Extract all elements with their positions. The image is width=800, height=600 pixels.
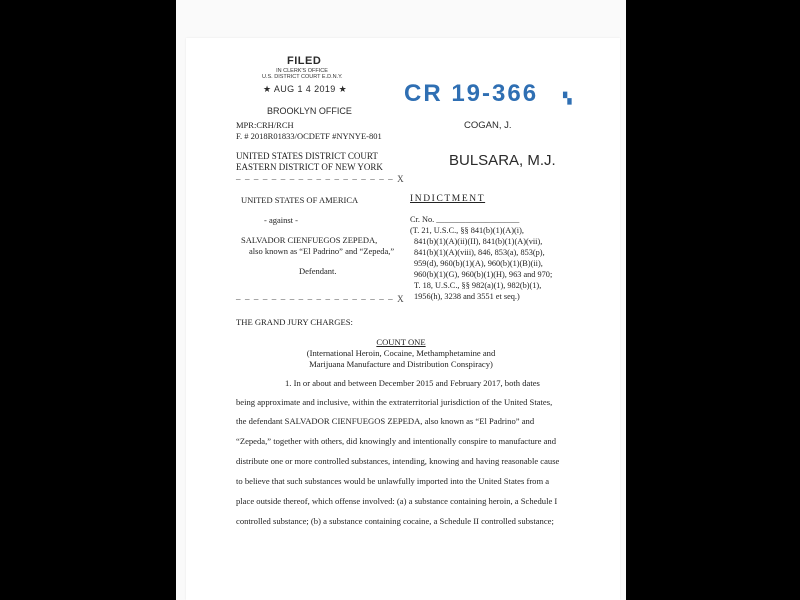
paragraph-line: “Zepeda,” together with others, did knowingly and intentionally conspire to manufacture and [236, 436, 557, 446]
paragraph-line: being approximate and inclusive, within the extraterritorial jurisdiction of the United States, [236, 397, 553, 407]
count-subtitle-line2: Marijuana Manufacture and Distribution Conspiracy) [309, 359, 493, 369]
statute-line: (T. 21, U.S.C., §§ 841(b)(1)(A)(i), [410, 226, 524, 235]
statute-line: 960(b)(1)(G), 960(b)(1)(H), 963 and 970; [414, 270, 553, 279]
paragraph-line: controlled substance; (b) a substance containing cocaine, a Schedule II controlled substance; [236, 516, 554, 526]
paragraph-line: distribute one or more controlled substances, intending, knowing and having reasonable cause [236, 456, 560, 466]
grand-jury-charges-heading: THE GRAND JURY CHARGES: [236, 317, 353, 327]
filed-stamp-date: ★ AUG 1 4 2019 ★ [263, 84, 348, 94]
statute-line: 959(d), 960(b)(1)(A), 960(b)(1)(B)(ii), [414, 259, 543, 268]
filed-stamp-clerk-line1: IN CLERK'S OFFICE [276, 68, 328, 74]
count-title: COUNT ONE [376, 337, 426, 347]
case-number-stamp: CR 19-366 [404, 80, 539, 107]
count-subtitle-line1: (International Heroin, Cocaine, Methamphetamine and [306, 348, 496, 358]
attorney-initials: MPR:CRH/RCH [236, 120, 294, 130]
stamp-mark-icon: ▚ [563, 93, 572, 105]
caption-top-rule: – – – – – – – – – – – – – – – – – – X [236, 174, 405, 184]
paragraph-line: the defendant SALVADOR CIENFUEGOS ZEPEDA, also known as “El Padrino” and [236, 416, 535, 426]
statute-line: T. 18, U.S.C., §§ 982(a)(1), 982(b)(1), [414, 281, 542, 290]
plaintiff-name: UNITED STATES OF AMERICA [241, 195, 359, 205]
statute-line: 1956(h), 3238 and 3551 et seq.) [414, 292, 520, 301]
against-label: - against - [264, 215, 298, 225]
filed-stamp-clerk-line2: U.S. DISTRICT COURT E.D.N.Y. [262, 74, 343, 80]
court-name-line1: UNITED STATES DISTRICT COURT [236, 151, 378, 161]
file-number: F. # 2018R01833/OCDETF #NYNYE-801 [236, 131, 382, 141]
district-judge: COGAN, J. [464, 120, 512, 131]
statute-line: 841(b)(1)(A)(viii), 846, 853(a), 853(p), [414, 248, 545, 257]
statute-line: 841(b)(1)(A)(ii)(II), 841(b)(1)(A)(vii), [414, 237, 543, 246]
criminal-number-line: Cr. No. ____________________ [410, 215, 520, 224]
court-name-line2: EASTERN DISTRICT OF NEW YORK [236, 162, 383, 172]
magistrate-judge: BULSARA, M.J. [449, 152, 556, 169]
caption-bottom-rule: – – – – – – – – – – – – – – – – – – X [236, 294, 405, 304]
paragraph-line: to believe that such substances would be unlawfully imported into the United States from a [236, 476, 550, 486]
paragraph-line: place outside thereof, which offense involved: (a) a substance containing heroin, a Schedule I [236, 496, 558, 506]
defendant-label: Defendant. [299, 266, 337, 276]
filed-stamp-office: BROOKLYN OFFICE [267, 106, 352, 116]
filed-stamp-title: FILED [287, 55, 322, 67]
indictment-title: INDICTMENT [410, 194, 486, 204]
paragraph-line: 1. In or about and between December 2015 and February 2017, both dates [285, 378, 540, 388]
defendant-alias: also known as “El Padrino” and “Zepeda,” [249, 246, 395, 256]
defendant-name: SALVADOR CIENFUEGOS ZEPEDA, [241, 235, 378, 245]
